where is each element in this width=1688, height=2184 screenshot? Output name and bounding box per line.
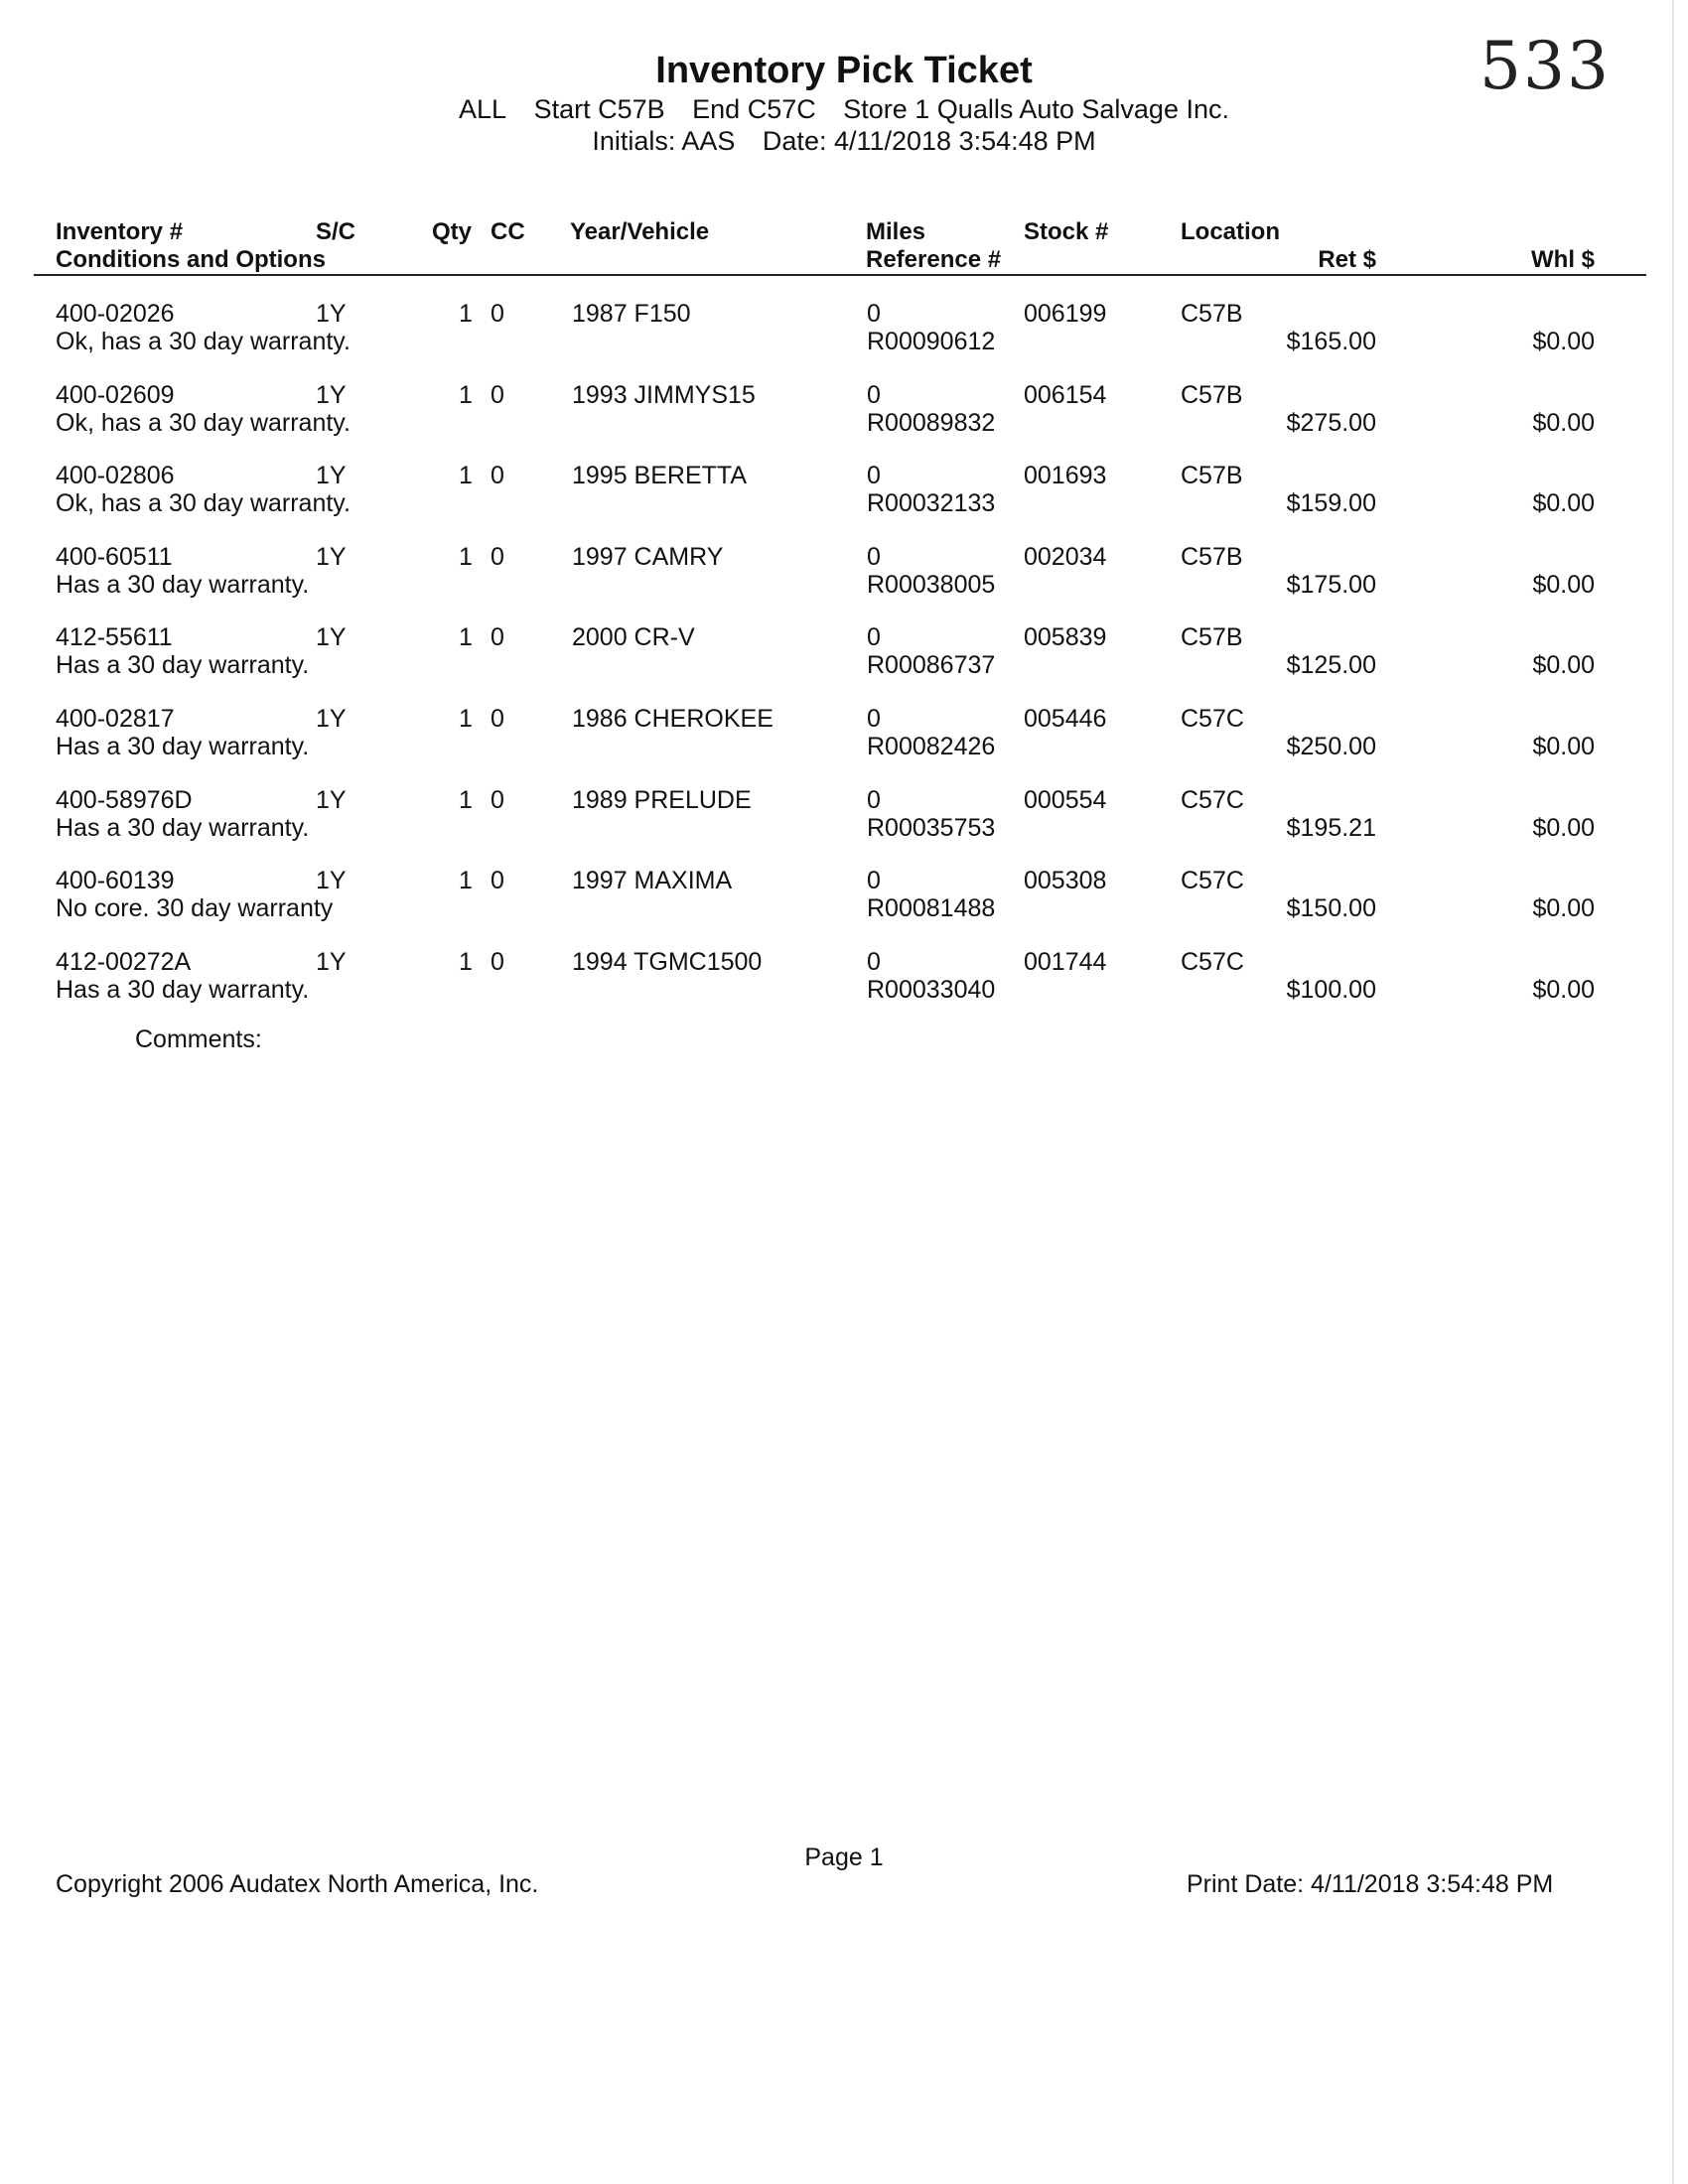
cell-stock: 005308	[1024, 867, 1107, 894]
scope-label: ALL	[459, 94, 507, 124]
col-miles: Miles	[866, 218, 926, 245]
cell-cc: 0	[491, 623, 504, 651]
cell-cc: 0	[491, 867, 504, 894]
comments-label: Comments:	[135, 1025, 262, 1053]
col-reference: Reference #	[866, 246, 1002, 273]
cell-sc: 1Y	[316, 786, 347, 814]
cell-condition: Has a 30 day warranty.	[56, 651, 310, 679]
cell-ret: $195.21	[1286, 814, 1376, 842]
cell-ret: $175.00	[1286, 571, 1376, 599]
store-name: Store 1 Qualls Auto Salvage Inc.	[843, 94, 1229, 124]
cell-location: C57B	[1181, 543, 1243, 571]
cell-miles: 0	[867, 543, 881, 571]
col-stock: Stock #	[1024, 218, 1109, 245]
initials: Initials: AAS	[592, 126, 736, 156]
cell-location: C57B	[1181, 623, 1243, 651]
col-location: Location	[1181, 218, 1280, 245]
cell-qty: 1	[459, 300, 473, 328]
cell-whl: $0.00	[1532, 489, 1595, 517]
table-row	[0, 705, 1688, 784]
cell-qty: 1	[459, 786, 473, 814]
report-parameters	[0, 93, 1688, 125]
cell-inventory: 400-60139	[56, 867, 175, 894]
cell-cc: 0	[491, 462, 504, 489]
col-ret: Ret $	[1318, 246, 1376, 273]
handwritten-page-number: 533	[1479, 28, 1611, 104]
table-row	[0, 381, 1688, 461]
cell-condition: Has a 30 day warranty.	[56, 733, 310, 760]
cell-miles: 0	[867, 786, 881, 814]
cell-miles: 0	[867, 705, 881, 733]
col-year-vehicle: Year/Vehicle	[570, 218, 710, 245]
cell-inventory: 412-00272A	[56, 948, 192, 976]
cell-reference: R00089832	[867, 409, 996, 437]
col-conditions: Conditions and Options	[56, 246, 326, 273]
cell-whl: $0.00	[1532, 328, 1595, 355]
cell-inventory: 400-02609	[56, 381, 175, 409]
cell-inventory: 400-60511	[56, 543, 173, 571]
cell-stock: 006199	[1024, 300, 1107, 328]
cell-qty: 1	[459, 462, 473, 489]
cell-qty: 1	[459, 705, 473, 733]
cell-miles: 0	[867, 948, 881, 976]
cell-stock: 005839	[1024, 623, 1107, 651]
cell-qty: 1	[459, 623, 473, 651]
cell-ret: $159.00	[1286, 489, 1376, 517]
cell-cc: 0	[491, 705, 504, 733]
cell-condition: Has a 30 day warranty.	[56, 814, 310, 842]
cell-ret: $250.00	[1286, 733, 1376, 760]
cell-inventory: 400-58976D	[56, 786, 193, 814]
header-divider	[34, 274, 1646, 276]
cell-stock: 006154	[1024, 381, 1107, 409]
cell-whl: $0.00	[1532, 651, 1595, 679]
cell-cc: 0	[491, 948, 504, 976]
cell-sc: 1Y	[316, 867, 347, 894]
cell-vehicle: 2000 CR-V	[572, 623, 695, 651]
cell-miles: 0	[867, 623, 881, 651]
cell-reference: R00035753	[867, 814, 996, 842]
cell-qty: 1	[459, 543, 473, 571]
cell-whl: $0.00	[1532, 571, 1595, 599]
cell-vehicle: 1997 MAXIMA	[572, 867, 733, 894]
cell-ret: $125.00	[1286, 651, 1376, 679]
cell-location: C57C	[1181, 786, 1244, 814]
col-inventory: Inventory #	[56, 218, 184, 245]
cell-ret: $275.00	[1286, 409, 1376, 437]
cell-stock: 005446	[1024, 705, 1107, 733]
cell-qty: 1	[459, 867, 473, 894]
cell-inventory: 412-55611	[56, 623, 173, 651]
cell-location: C57B	[1181, 300, 1243, 328]
cell-cc: 0	[491, 381, 504, 409]
cell-miles: 0	[867, 300, 881, 328]
cell-sc: 1Y	[316, 462, 347, 489]
cell-whl: $0.00	[1532, 976, 1595, 1004]
report-meta	[0, 125, 1688, 157]
table-row	[0, 623, 1688, 703]
cell-whl: $0.00	[1532, 409, 1595, 437]
col-qty: Qty	[432, 218, 473, 245]
table-row	[0, 867, 1688, 946]
cell-inventory: 400-02817	[56, 705, 175, 733]
cell-vehicle: 1989 PRELUDE	[572, 786, 752, 814]
cell-reference: R00081488	[867, 894, 996, 922]
cell-location: C57B	[1181, 381, 1243, 409]
cell-condition: Has a 30 day warranty.	[56, 976, 310, 1004]
copyright: Copyright 2006 Audatex North America, Inc.	[56, 1870, 539, 1898]
cell-qty: 1	[459, 381, 473, 409]
cell-sc: 1Y	[316, 948, 347, 976]
table-row	[0, 300, 1688, 379]
cell-location: C57C	[1181, 948, 1244, 976]
col-sc: S/C	[316, 218, 356, 245]
cell-vehicle: 1987 F150	[572, 300, 691, 328]
cell-ret: $165.00	[1286, 328, 1376, 355]
cell-sc: 1Y	[316, 300, 347, 328]
cell-stock: 002034	[1024, 543, 1107, 571]
cell-reference: R00032133	[867, 489, 996, 517]
cell-inventory: 400-02806	[56, 462, 175, 489]
cell-stock: 001744	[1024, 948, 1107, 976]
cell-cc: 0	[491, 543, 504, 571]
cell-sc: 1Y	[316, 543, 347, 571]
cell-ret: $150.00	[1286, 894, 1376, 922]
cell-vehicle: 1997 CAMRY	[572, 543, 724, 571]
cell-condition: No core. 30 day warranty	[56, 894, 334, 922]
start-location: Start C57B	[533, 94, 665, 124]
cell-vehicle: 1994 TGMC1500	[572, 948, 763, 976]
cell-vehicle: 1986 CHEROKEE	[572, 705, 774, 733]
cell-sc: 1Y	[316, 381, 347, 409]
table-row	[0, 786, 1688, 866]
table-row	[0, 543, 1688, 622]
cell-whl: $0.00	[1532, 733, 1595, 760]
col-whl: Whl $	[1531, 246, 1595, 273]
cell-location: C57C	[1181, 705, 1244, 733]
cell-ret: $100.00	[1286, 976, 1376, 1004]
table-row	[0, 948, 1688, 1027]
print-date: Print Date: 4/11/2018 3:54:48 PM	[1187, 1870, 1554, 1898]
col-cc: CC	[491, 218, 525, 245]
cell-sc: 1Y	[316, 623, 347, 651]
cell-inventory: 400-02026	[56, 300, 175, 328]
page-number: Page 1	[804, 1843, 884, 1871]
cell-vehicle: 1993 JIMMYS15	[572, 381, 756, 409]
cell-miles: 0	[867, 381, 881, 409]
cell-whl: $0.00	[1532, 894, 1595, 922]
cell-reference: R00086737	[867, 651, 996, 679]
cell-location: C57B	[1181, 462, 1243, 489]
cell-condition: Ok, has a 30 day warranty.	[56, 409, 351, 437]
cell-condition: Has a 30 day warranty.	[56, 571, 310, 599]
cell-stock: 001693	[1024, 462, 1107, 489]
end-location: End C57C	[692, 94, 816, 124]
report-date: Date: 4/11/2018 3:54:48 PM	[762, 126, 1096, 156]
cell-location: C57C	[1181, 867, 1244, 894]
table-row	[0, 462, 1688, 541]
cell-stock: 000554	[1024, 786, 1107, 814]
cell-reference: R00082426	[867, 733, 996, 760]
cell-cc: 0	[491, 300, 504, 328]
report-title: Inventory Pick Ticket	[655, 50, 1033, 91]
cell-cc: 0	[491, 786, 504, 814]
cell-condition: Ok, has a 30 day warranty.	[56, 489, 351, 517]
cell-reference: R00090612	[867, 328, 996, 355]
cell-condition: Ok, has a 30 day warranty.	[56, 328, 351, 355]
cell-miles: 0	[867, 867, 881, 894]
report-header	[0, 48, 1688, 157]
cell-qty: 1	[459, 948, 473, 976]
cell-vehicle: 1995 BERETTA	[572, 462, 748, 489]
cell-miles: 0	[867, 462, 881, 489]
cell-sc: 1Y	[316, 705, 347, 733]
cell-reference: R00038005	[867, 571, 996, 599]
cell-reference: R00033040	[867, 976, 996, 1004]
cell-whl: $0.00	[1532, 814, 1595, 842]
